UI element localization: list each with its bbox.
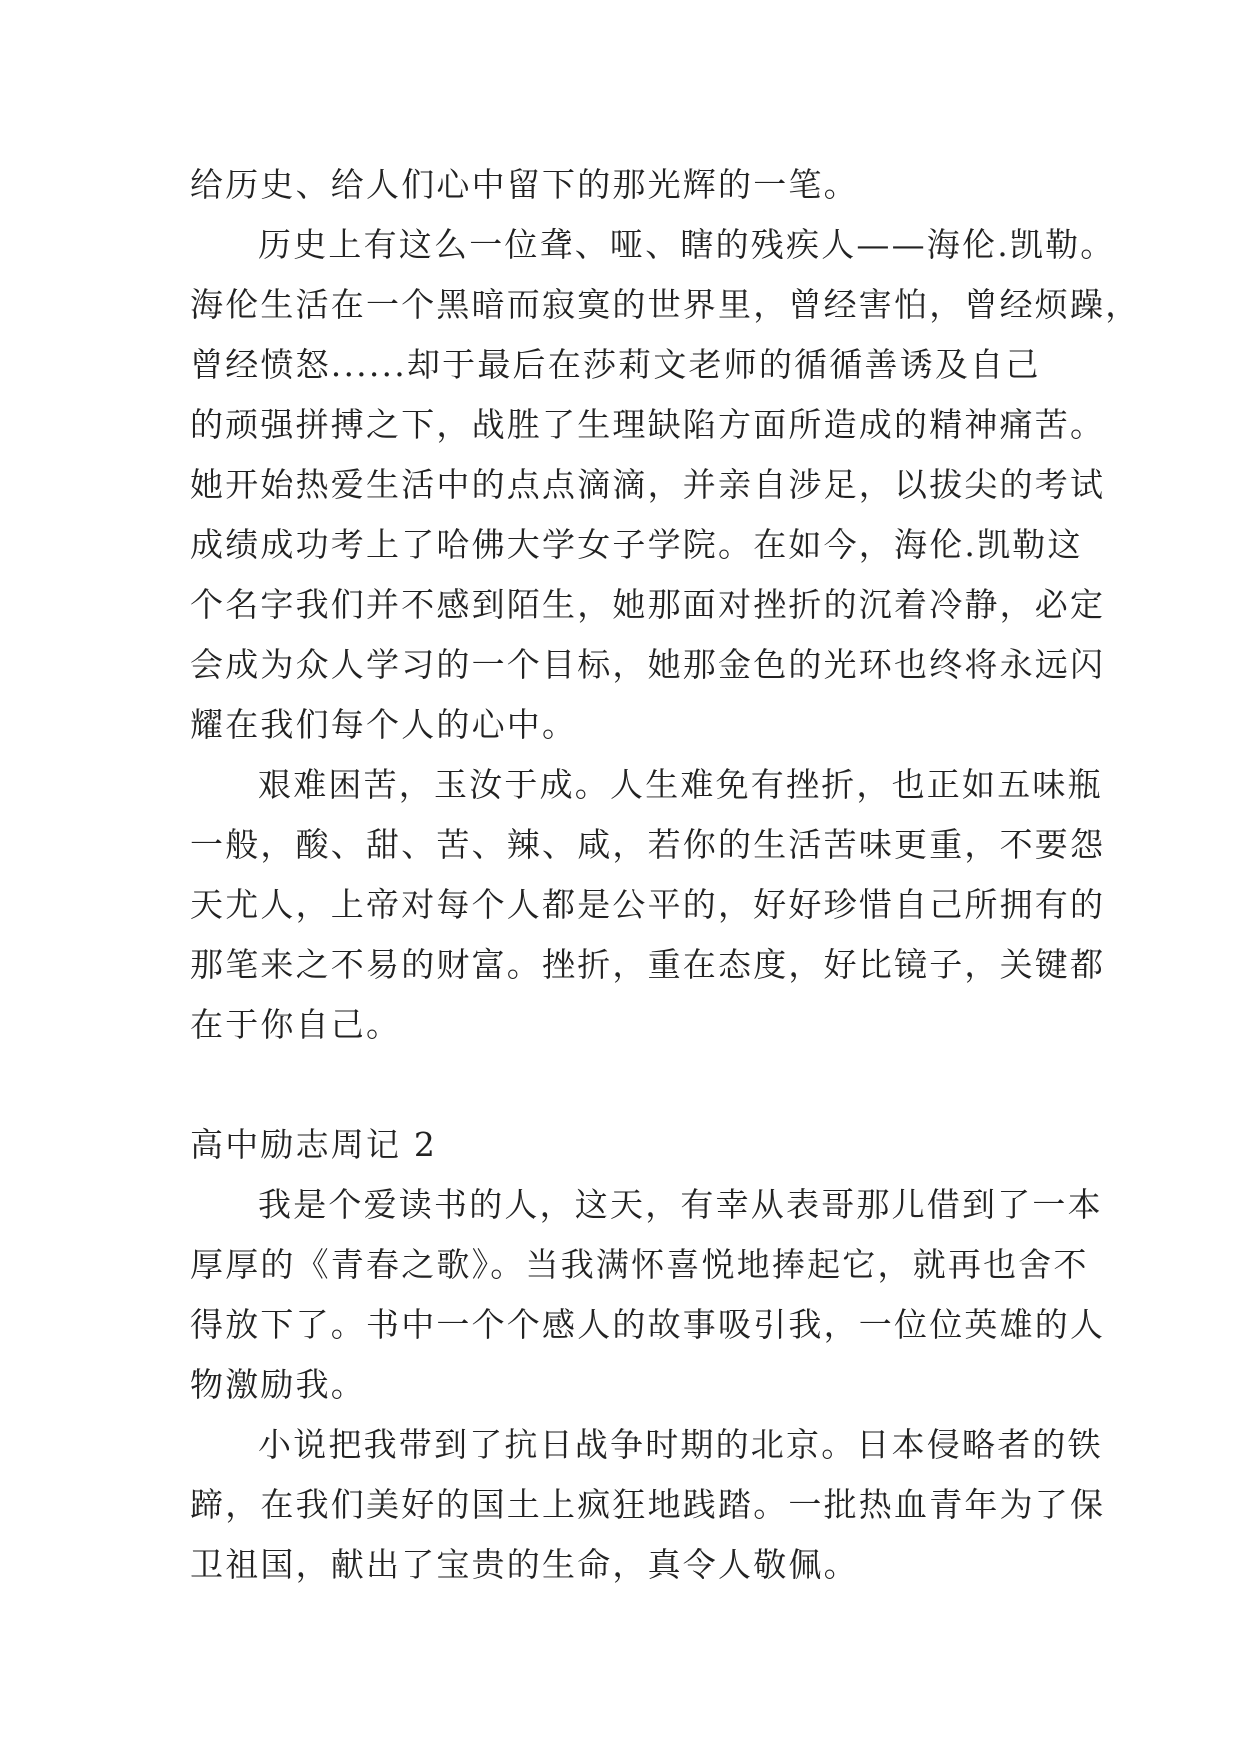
text-line: 历史上有这么一位聋、哑、瞎的残疾人——海伦.凯勒。 <box>258 225 1116 264</box>
text-line: 厚厚的《青春之歌》。当我满怀喜悦地捧起它，就再也舍不 <box>190 1245 1089 1284</box>
text-line: 曾经愤怒......却于最后在莎莉文老师的循循善诱及自己 <box>190 345 1041 384</box>
text-line: 给历史、给人们心中留下的那光辉的一笔。 <box>190 165 859 204</box>
text-line: 蹄，在我们美好的国土上疯狂地践踏。一批热血青年为了保 <box>190 1485 1106 1524</box>
text-line: 卫祖国，献出了宝贵的生命，真令人敬佩。 <box>190 1545 859 1584</box>
paragraph-reading <box>190 1175 1106 1415</box>
text-line: 耀在我们每个人的心中。 <box>190 705 578 744</box>
text-line: 我是个爱读书的人，这天，有幸从表哥那儿借到了一本 <box>258 1185 1103 1224</box>
text-line: 会成为众人学习的一个目标，她那金色的光环也终将永远闪 <box>190 645 1106 684</box>
section-heading-block <box>190 1115 1060 1175</box>
text-line: 天尤人，上帝对每个人都是公平的，好好珍惜自己所拥有的 <box>190 885 1106 924</box>
paragraph-continued <box>190 155 1060 215</box>
document-body <box>190 155 1141 1595</box>
text-line: 在于你自己。 <box>190 1005 402 1044</box>
paragraph-adversity <box>190 755 1106 1055</box>
text-line: 的顽强拼搏之下，战胜了生理缺陷方面所造成的精神痛苦。 <box>190 405 1106 444</box>
text-line: 她开始热爱生活中的点点滴滴，并亲自涉足，以拔尖的考试 <box>190 465 1106 504</box>
text-line: 那笔来之不易的财富。挫折，重在态度，好比镜子，关键都 <box>190 945 1106 984</box>
section-title: 高中励志周记 2 <box>190 1125 438 1164</box>
text-line: 小说把我带到了抗日战争时期的北京。日本侵略者的铁 <box>258 1425 1103 1464</box>
text-line: 艰难困苦，玉汝于成。人生难免有挫折，也正如五味瓶 <box>258 765 1103 804</box>
text-line: 海伦生活在一个黑暗而寂寞的世界里，曾经害怕，曾经烦躁， <box>190 285 1141 324</box>
section-spacer <box>190 1055 1060 1115</box>
text-line: 一般，酸、甜、苦、辣、咸，若你的生活苦味更重，不要怨 <box>190 825 1106 864</box>
text-line: 得放下了。书中一个个感人的故事吸引我，一位位英雄的人 <box>190 1305 1106 1344</box>
text-line: 成绩成功考上了哈佛大学女子学院。在如今，海伦.凯勒这 <box>190 525 1083 564</box>
text-line: 物激励我。 <box>190 1365 366 1404</box>
text-line: 个名字我们并不感到陌生，她那面对挫折的沉着冷静，必定 <box>190 585 1106 624</box>
paragraph-novel <box>190 1415 1106 1595</box>
paragraph-helen-keller <box>190 215 1141 755</box>
